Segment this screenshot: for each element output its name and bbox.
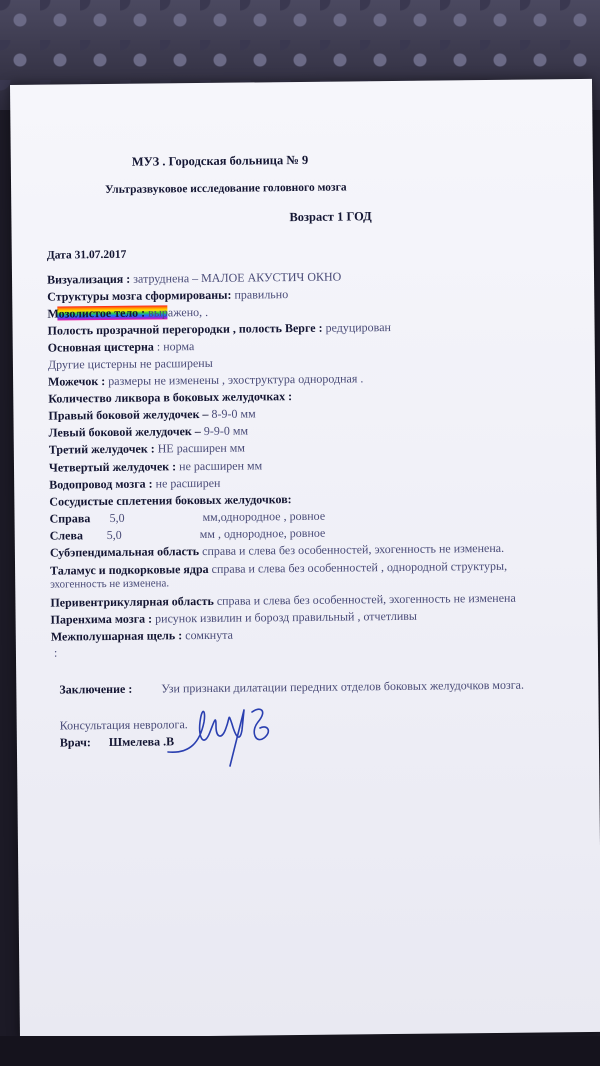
consult-note: Консультация невролога. [59, 717, 188, 733]
finding-row: Мозолистое тело : выражено, . [47, 304, 209, 321]
detail-row: Субэпендимальная область справа и слева без особенностей, эхогенность не изменена. [49, 540, 505, 560]
exam-date: Дата 31.07.2017 [46, 248, 127, 262]
hospital-title: МУЗ . Городская больница № 9 [131, 152, 309, 169]
detail-row: Таламус и подкорковые ядра справа и слева без особенностей , однородной структуры, [50, 558, 508, 578]
detail-row: эхогенность не изменена. [50, 577, 170, 591]
finding-row: Третий желудочек : НЕ расширен мм [48, 440, 246, 457]
plexus-left-label: Слева [49, 528, 84, 543]
detail-row: Межполушарная щель : сомкнута [50, 627, 233, 644]
finding-row: Сосудистые сплетения боковых желудочков: [49, 492, 292, 509]
finding-row: Правый боковой желудочек – 8-9-0 мм [48, 406, 256, 423]
detail-row: : [53, 645, 58, 660]
background-bottom [0, 1036, 600, 1066]
plexus-right-desc: мм,однородное , ровное [202, 508, 326, 525]
finding-row: Другие цистерны не расширены [47, 355, 213, 372]
conclusion-label: Заключение : [59, 681, 133, 697]
finding-row: Структуры мозга сформированы: правильно [47, 287, 289, 304]
study-title: Ультразвуковое исследование головного мозга [105, 181, 347, 197]
finding-row: Количество ликвора в боковых желудочках : [48, 389, 293, 406]
plexus-left-desc: мм , однородное, ровное [199, 525, 326, 542]
finding-row: Левый боковой желудочек – 9-9-0 мм [48, 423, 249, 440]
document-page [10, 79, 600, 1038]
finding-row: Визуализация : затруднена – МАЛОЕ АКУСТИЧ ОКНО [46, 269, 342, 287]
detail-row: Перивентрикулярная область справа и слева без особенностей, эхогенность не изменена [50, 590, 516, 610]
plexus-right-size: 5,0 [109, 510, 125, 525]
finding-row: Основная цистерна : норма [47, 339, 195, 355]
doctor-label: Врач: [59, 735, 91, 750]
patient-age: Возраст 1 ГОД [289, 209, 372, 225]
signature-icon [160, 692, 300, 772]
conclusion-text: Узи признаки дилатации передних отделов боковых желудочков мозга. [161, 677, 525, 696]
detail-row: Паренхима мозга : рисунок извилин и борозд правильный , отчетливы [50, 608, 418, 627]
finding-row: Водопровод мозга : не расширен [49, 475, 221, 492]
finding-row: Можечок : размеры не изменены , эхоструктура однородная . [48, 371, 364, 389]
plexus-left-size: 5,0 [106, 527, 122, 543]
finding-row: Четвертый желудочек : не расширен мм [48, 458, 263, 475]
plexus-right-label: Справа [49, 511, 91, 526]
finding-row: Полость прозрачной перегородки , полость Верге : редуцирован [47, 320, 391, 338]
doctor-name: Шмелева .В [108, 734, 175, 750]
